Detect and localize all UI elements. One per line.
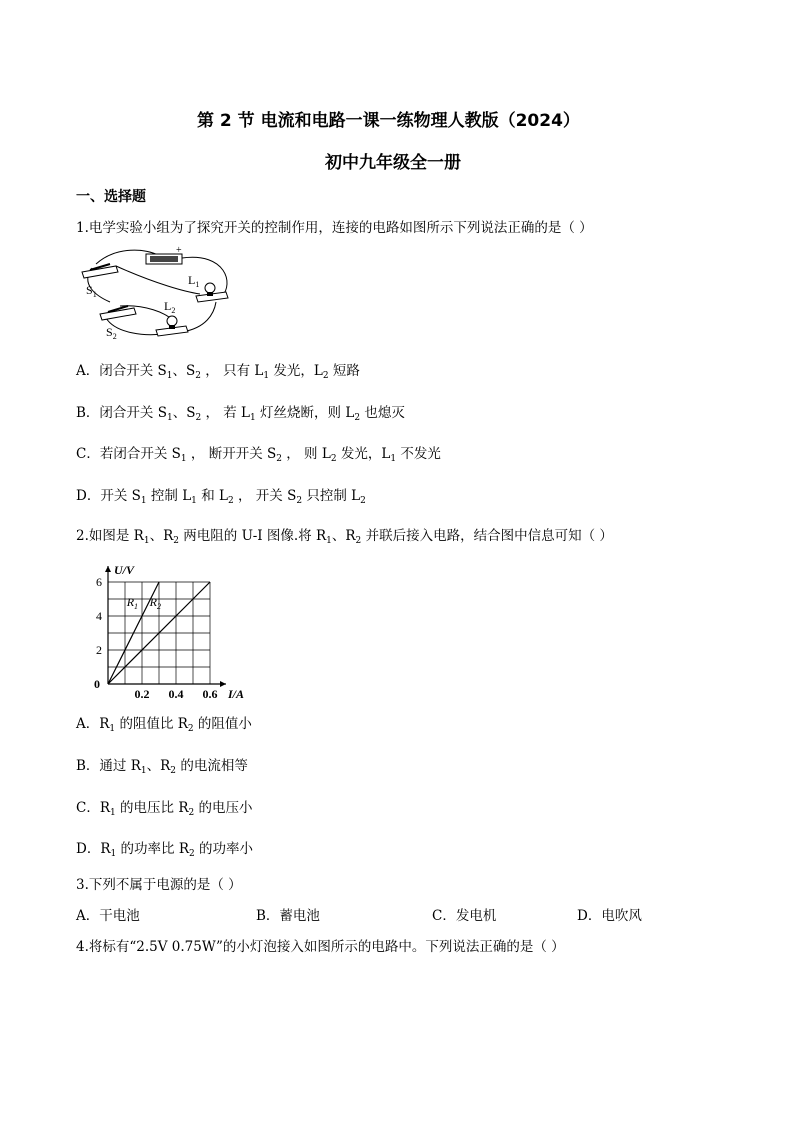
q2-option-b[interactable] xyxy=(76,754,248,774)
q1-a-text-2: 、S xyxy=(172,363,196,379)
q1-b-text-1: B．闭合开关 S xyxy=(76,405,167,421)
q2-text-4: 、R xyxy=(331,528,356,544)
q1-b-text-5: 也熄灭 xyxy=(360,405,405,421)
q1-option-b[interactable] xyxy=(76,401,405,421)
q2-b-text-3: 的电流相等 xyxy=(176,758,248,774)
q1-d-text-1: D．开关 S xyxy=(76,488,141,504)
q2-d-sub-2: 2 xyxy=(188,849,195,859)
switch-s2-icon xyxy=(100,306,136,320)
q2-sub-3: 1 xyxy=(326,536,332,546)
q2-b-sub-1: 1 xyxy=(140,766,147,776)
q1-c-text-3: ， 则 L xyxy=(281,446,331,462)
q1-a-text-5: 短路 xyxy=(328,363,360,379)
y-tick-label: 2 xyxy=(96,643,102,657)
q2-text-3: 两电阻的 U-I 图像.将 R xyxy=(178,528,327,544)
question-3-stem: 3.下列不属于电源的是（ ） xyxy=(76,877,242,893)
q1-c-sub-3: 2 xyxy=(330,454,337,464)
q2-c-sub-2: 2 xyxy=(188,808,195,818)
q3-option-d[interactable]: D．电吹风 xyxy=(577,908,642,924)
q2-a-text-1: A．R xyxy=(76,716,110,732)
q1-d-sub-4: 2 xyxy=(296,496,303,506)
q1-c-text-5: 不发光 xyxy=(396,446,441,462)
q1-a-text-4: 发光，L xyxy=(269,363,323,379)
q1-d-text-5: 只控制 L xyxy=(302,488,361,504)
q1-c-text-2: ， 断开开关 S xyxy=(186,446,277,462)
q2-option-c[interactable] xyxy=(76,796,253,816)
q2-text-5: 并联后接入电路，结合图中信息可知（ ） xyxy=(361,528,613,544)
ui-graph xyxy=(84,558,244,698)
q1-c-sub-1: 1 xyxy=(180,454,187,464)
q1-b-text-3: ， 若 L xyxy=(201,405,251,421)
q1-b-sub-4: 2 xyxy=(354,413,361,423)
q2-text-2: 、R xyxy=(149,528,174,544)
q2-b-text-2: 、R xyxy=(146,758,171,774)
q2-sub-4: 2 xyxy=(355,536,362,546)
switch-s1-icon xyxy=(82,264,118,278)
x-tick-label: 0.6 xyxy=(202,687,218,698)
q1-b-sub-2: 2 xyxy=(195,413,202,423)
q2-c-text-1: C．R xyxy=(76,800,110,816)
q3-option-b[interactable]: B．蓄电池 xyxy=(256,908,320,924)
q2-d-text-2: 的功率比 R xyxy=(116,841,189,857)
question-1-stem: 1.电学实验小组为了探究开关的控制作用，连接的电路如图所示下列说法正确的是（ ） xyxy=(76,220,593,236)
q1-d-sub-2: 1 xyxy=(191,496,197,506)
q2-option-d[interactable] xyxy=(76,837,253,857)
q2-c-sub-1: 1 xyxy=(110,808,116,818)
q2-sub-2: 2 xyxy=(173,536,179,546)
section-heading: 一、选择题 xyxy=(76,189,146,205)
q2-d-text-3: 的功率小 xyxy=(194,841,254,857)
q1-option-d[interactable] xyxy=(76,484,366,504)
q1-option-a[interactable] xyxy=(76,359,360,379)
y-tick-label: 6 xyxy=(96,575,102,589)
q1-a-sub-4: 2 xyxy=(322,371,329,381)
q1-b-text-2: 、S xyxy=(172,405,196,421)
question-2-stem xyxy=(76,524,613,544)
q1-c-sub-2: 2 xyxy=(276,454,282,464)
q2-d-sub-1: 1 xyxy=(110,849,117,859)
q3-option-c[interactable]: C．发电机 xyxy=(432,908,497,924)
q1-option-c[interactable] xyxy=(76,442,441,462)
q1-c-sub-4: 1 xyxy=(390,454,397,464)
q1-c-text-4: 发光，L xyxy=(336,446,391,462)
q1-a-sub-2: 2 xyxy=(195,371,202,381)
series-label-r2: $R_2$ xyxy=(149,594,161,611)
q2-b-sub-2: 2 xyxy=(170,766,177,776)
series-label-r1: $R_1$ xyxy=(126,594,139,611)
x-tick-label: 0.4 xyxy=(168,687,184,698)
q2-c-text-2: 的电压比 R xyxy=(115,800,189,816)
q1-d-text-2: 控制 L xyxy=(146,488,192,504)
q1-d-text-4: ， 开关 S xyxy=(233,488,297,504)
q2-a-text-3: 的阻值小 xyxy=(193,716,252,732)
q2-d-text-1: D．R xyxy=(76,841,111,857)
q2-b-text-1: B．通过 R xyxy=(76,758,141,774)
q2-c-text-3: 的电压小 xyxy=(194,800,253,816)
x-axis-label: I/A xyxy=(228,687,244,698)
q2-text-1: 2.如图是 R xyxy=(76,528,144,544)
s2-label: $S_2$ xyxy=(106,325,117,341)
page-title: 第 2 节 电流和电路一课一练物理人教版（2024） xyxy=(197,111,580,131)
lamp-l2-icon xyxy=(156,316,188,336)
l2-label: $L_2$ xyxy=(164,299,176,315)
q1-d-sub-5: 2 xyxy=(360,496,366,506)
q3-option-a[interactable]: A．干电池 xyxy=(76,908,140,924)
q1-b-text-4: 灯丝烧断，则 L xyxy=(255,405,355,421)
q2-a-sub-1: 1 xyxy=(109,724,116,734)
q2-a-text-2: 的阻值比 R xyxy=(115,716,188,732)
y-axis-arrow xyxy=(105,566,111,572)
q2-sub-1: 1 xyxy=(143,536,150,546)
q2-option-a[interactable] xyxy=(76,712,252,732)
y-axis-label: U/V xyxy=(114,563,135,577)
chart-labels xyxy=(94,563,244,698)
q2-a-sub-2: 2 xyxy=(187,724,194,734)
battery-plus-label: + xyxy=(176,245,182,256)
x-axis-arrow xyxy=(220,681,226,687)
q1-a-text-3: ， 只有 L xyxy=(201,363,264,379)
q1-b-sub-1: 1 xyxy=(166,413,173,423)
q1-c-text-1: C．若闭合开关 S xyxy=(76,446,181,462)
q1-d-text-3: 和 L xyxy=(196,488,228,504)
lamp-l1-icon xyxy=(196,283,228,302)
circuit-diagram-q1 xyxy=(76,244,236,344)
y-tick-label: 4 xyxy=(96,609,102,623)
q1-a-sub-3: 1 xyxy=(263,371,270,381)
origin-label: 0 xyxy=(94,677,100,691)
question-4-stem: 4.将标有“2.5V 0.75W”的小灯泡接入如图所示的电路中。下列说法正确的是（ ） xyxy=(76,939,565,955)
l1-label: $L_1$ xyxy=(188,273,200,289)
battery-minus-label: − xyxy=(140,246,146,257)
page-subtitle: 初中九年级全一册 xyxy=(325,153,461,173)
s1-label: $S_1$ xyxy=(86,283,97,299)
q1-b-sub-3: 1 xyxy=(250,413,256,423)
x-tick-label: 0.2 xyxy=(134,687,150,698)
q1-d-sub-3: 2 xyxy=(227,496,234,506)
q1-a-sub-1: 1 xyxy=(166,371,173,381)
q1-a-text-1: A．闭合开关 S xyxy=(76,363,167,379)
q1-d-sub-1: 1 xyxy=(140,496,147,506)
